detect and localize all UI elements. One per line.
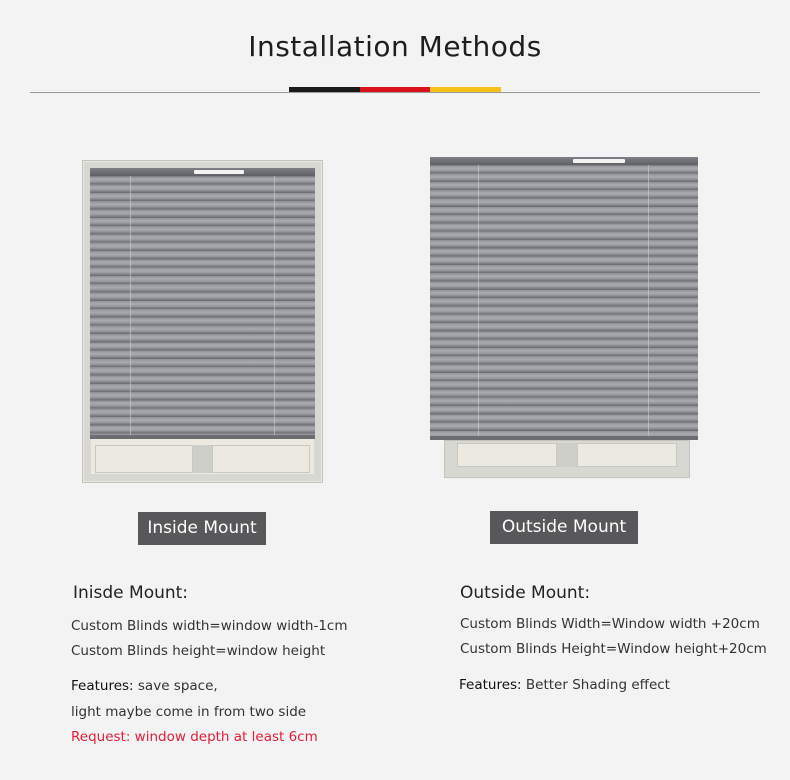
flag-stripe-gold	[430, 87, 501, 92]
outside-height-rule: Custom Blinds Height=Window height+20cm	[460, 641, 767, 657]
inside-height-rule: Custom Blinds height=window height	[71, 643, 326, 659]
outside-features	[459, 677, 670, 693]
blind-rail-bracket	[573, 159, 625, 163]
blind-headrail	[430, 157, 698, 165]
outside-mount-window	[444, 440, 690, 478]
window-mullion	[193, 445, 212, 473]
inside-features-continued: light maybe come in from two side	[71, 704, 307, 720]
request-key: Request:	[71, 729, 131, 745]
window-pane-left	[95, 445, 193, 473]
inside-features	[71, 678, 218, 694]
request-value: window depth at least 6cm	[130, 729, 318, 745]
window-mullion	[557, 443, 577, 467]
window-pane-left	[457, 443, 557, 467]
blind-ladder-cord	[274, 176, 275, 439]
window-pane-right	[577, 443, 677, 467]
window-pane-right	[212, 445, 310, 473]
outside-mount-blind	[430, 157, 698, 440]
inside-request	[71, 729, 318, 745]
outside-mount-label: Outside Mount	[490, 511, 638, 544]
features-value: save space,	[133, 678, 218, 694]
flag-stripe-red	[360, 87, 431, 92]
inside-mount-heading: Inisde Mount:	[73, 583, 189, 603]
outside-mount-heading: Outside Mount:	[460, 583, 591, 603]
inside-mount-label: Inside Mount	[138, 512, 266, 545]
outside-width-rule: Custom Blinds Width=Window width +20cm	[460, 616, 760, 632]
blind-ladder-cord	[648, 165, 649, 440]
inside-mount-blind	[90, 168, 315, 439]
blind-rail-bracket	[194, 170, 244, 174]
blind-bottom-rail	[90, 435, 315, 439]
page-title: Installation Methods	[248, 30, 542, 63]
blind-headrail	[90, 168, 315, 176]
blind-ladder-cord	[130, 176, 131, 439]
features-value: Better Shading effect	[521, 677, 670, 693]
features-key: Features:	[459, 677, 522, 693]
inside-width-rule: Custom Blinds width=window width-1cm	[71, 618, 348, 634]
title-divider	[30, 92, 760, 93]
blind-ladder-cord	[478, 165, 479, 440]
blind-bottom-rail	[430, 436, 698, 440]
features-key: Features:	[71, 678, 134, 694]
flag-stripe-black	[289, 87, 360, 92]
